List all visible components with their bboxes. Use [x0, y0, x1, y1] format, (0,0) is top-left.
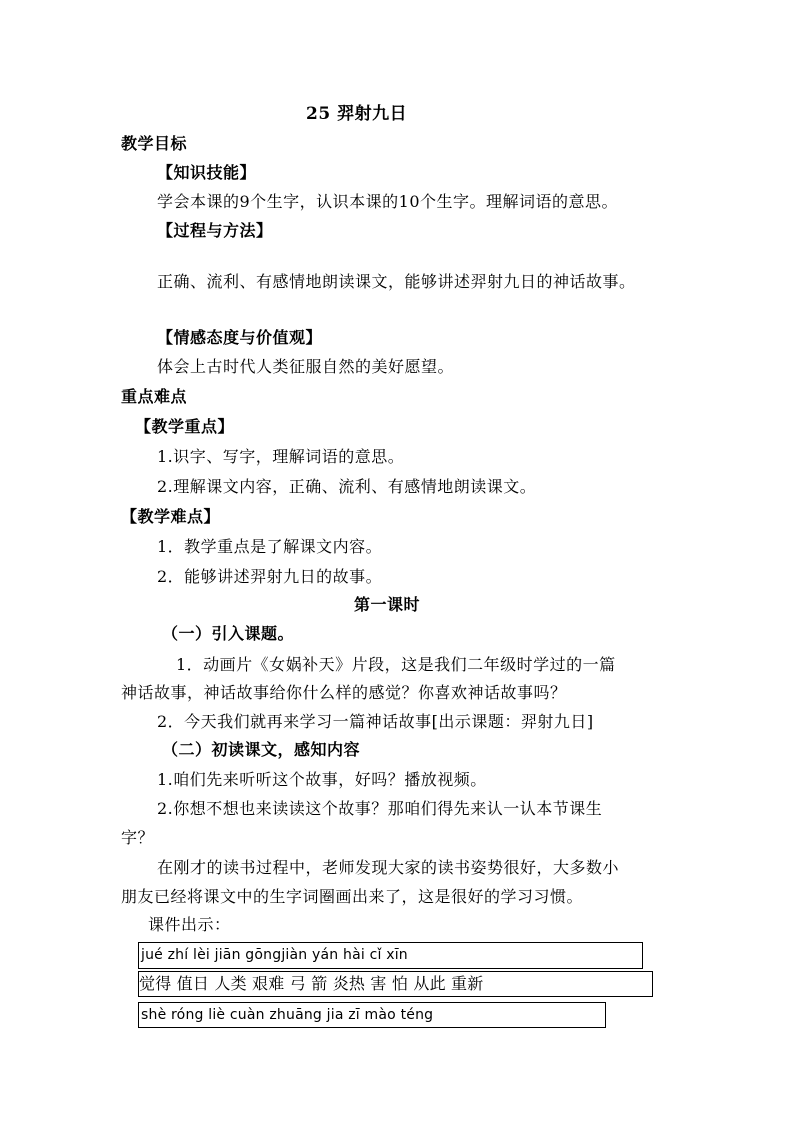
teaching-difficulty-item: 1．教学重点是了解课文内容。: [157, 537, 383, 556]
lesson-title: 25 羿射九日: [306, 104, 408, 124]
first-lesson-heading: 第一课时: [354, 595, 421, 614]
section-reading-paragraph: 朋友已经将课文中的生字词圈画出来了，这是很好的学习习惯。: [121, 887, 584, 906]
section-intro-heading: （一）引入课题。: [162, 624, 295, 643]
section-intro-paragraph: 2．今天我们就再来学习一篇神话故事[出示课题：羿射九日]: [157, 712, 594, 731]
teaching-focus-heading: 【教学重点】: [135, 417, 235, 436]
knowledge-skills-text: 学会本课的9个生字，认识本课的10个生字。理解词语的意思。: [157, 192, 619, 211]
process-method-text: 正确、流利、有感情地朗读课文，能够讲述羿射九日的神话故事。: [157, 272, 636, 291]
emotion-values-heading: 【情感态度与价值观】: [157, 328, 323, 347]
section-reading-paragraph: 字？: [121, 828, 155, 847]
key-points-heading: 重点难点: [121, 387, 188, 406]
section-reading-paragraph: 2.你想不想也来读读这个故事？那咱们得先来认一认本节课生: [157, 799, 603, 818]
section-intro-paragraph: 神话故事，神话故事给你什么样的感觉？你喜欢神话故事吗？: [121, 683, 567, 702]
vocab-pinyin-row: jué zhí lèi jiān gōngjiàn yán hài cǐ xīn: [138, 942, 643, 969]
teaching-focus-item: 2.理解课文内容，正确、流利、有感情地朗读课文。: [157, 477, 537, 496]
objectives-heading: 教学目标: [121, 134, 188, 153]
vocab-characters-row: 觉得 值日 人类 艰难 弓 箭 炎热 害 怕 从此 重新: [138, 971, 653, 997]
teaching-difficulty-item: 2．能够讲述羿射九日的故事。: [157, 567, 383, 586]
courseware-label: 课件出示：: [148, 915, 231, 934]
process-method-heading: 【过程与方法】: [157, 221, 273, 240]
section-reading-heading: （二）初读课文，感知内容: [162, 740, 361, 759]
teaching-focus-item: 1.识字、写字，理解词语的意思。: [157, 447, 405, 466]
teaching-difficulty-heading: 【教学难点】: [121, 507, 221, 526]
section-reading-paragraph: 在刚才的读书过程中，老师发现大家的读书姿势很好，大多数小: [157, 858, 620, 877]
section-intro-paragraph: 1．动画片《女娲补天》片段，这是我们二年级时学过的一篇: [176, 655, 616, 674]
section-reading-paragraph: 1.咱们先来听听这个故事，好吗？播放视频。: [157, 770, 487, 789]
vocab-pinyin-row: shè róng liè cuàn zhuāng jia zī mào téng: [138, 1002, 606, 1028]
emotion-values-text: 体会上古时代人类征服自然的美好愿望。: [157, 357, 455, 376]
knowledge-skills-heading: 【知识技能】: [157, 163, 257, 182]
